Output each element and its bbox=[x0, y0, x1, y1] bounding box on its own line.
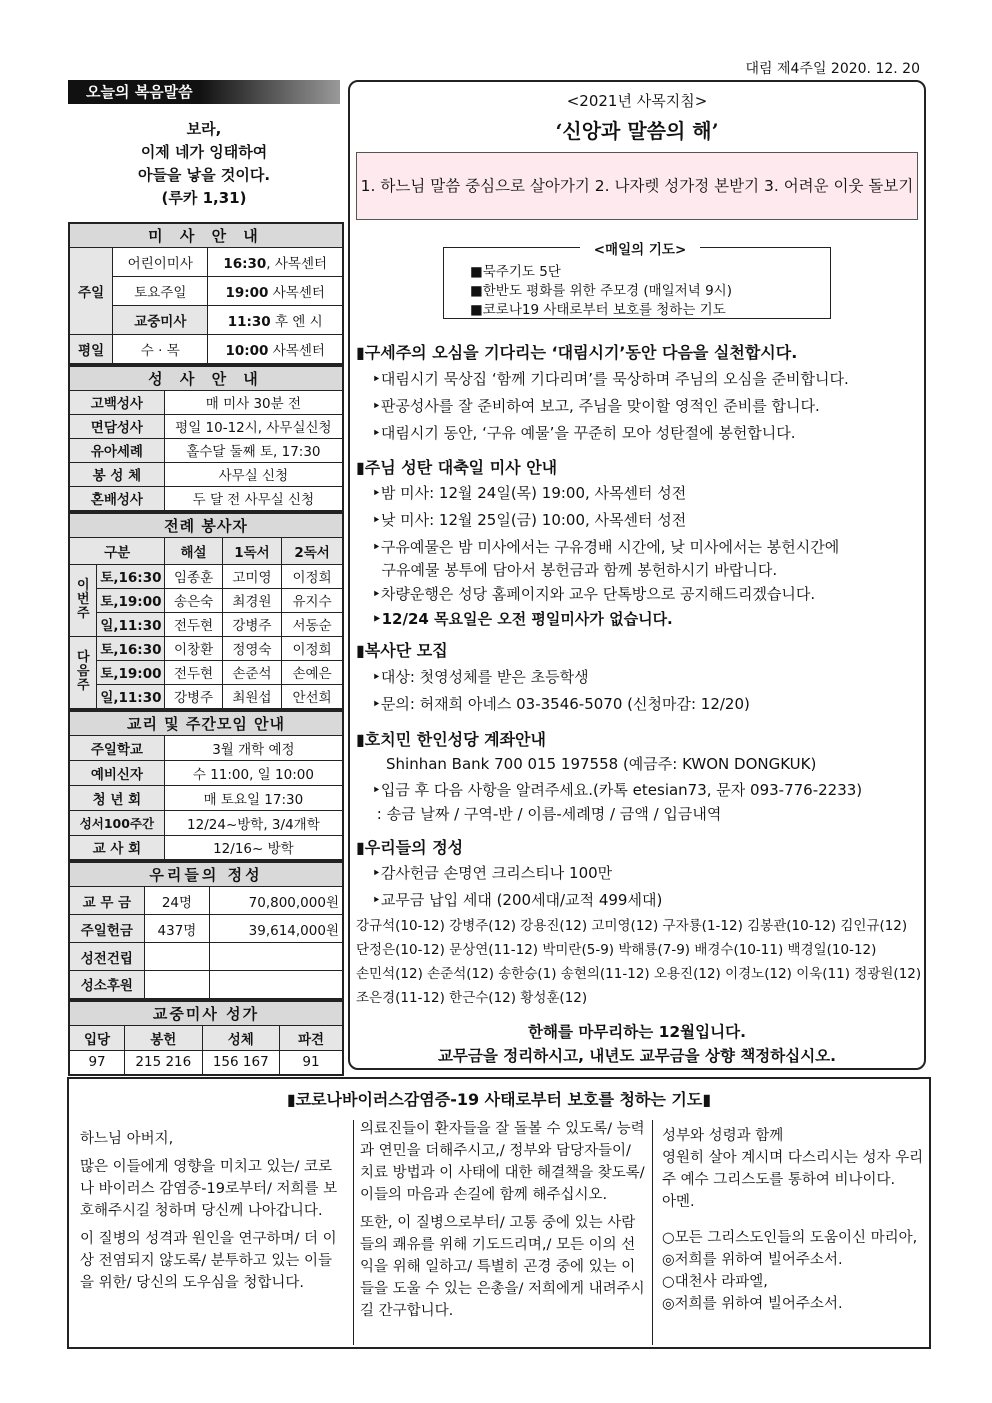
servers-cell: 최경원 bbox=[222, 588, 281, 612]
gospel-title-fade bbox=[200, 80, 340, 104]
offering-amount: 70,800,000원 bbox=[210, 887, 343, 915]
devotion-line: ‣교무금 납입 세대 (200세대/교적 499세대) bbox=[372, 891, 663, 909]
christmas-title: ▮주님 성탄 대축일 미사 안내 bbox=[356, 458, 558, 477]
christmas-line: ‣12/24 목요일은 오전 평일미사가 없습니다. bbox=[372, 610, 673, 628]
doctrine-value: 12/24~방학, 3/4개학 bbox=[164, 810, 343, 835]
closing-line: 한해를 마무리하는 12월입니다. bbox=[528, 1023, 746, 1041]
servers-cell: 유지수 bbox=[282, 588, 343, 612]
prayer-paragraph: 성부와 성령과 함께 bbox=[662, 1128, 784, 1144]
hymn-number: 156 167 bbox=[202, 1050, 279, 1075]
prayer-paragraph: ○대천사 라파엘, bbox=[662, 1274, 768, 1290]
christmas-line: ‣차량운행은 성당 홈페이지와 교우 단톡방으로 공지해드리겠습니다. bbox=[372, 585, 816, 603]
servers-cell: 전두현 bbox=[165, 660, 222, 684]
advent-line: ‣대림시기 동안, ‘구유 예물’을 꾸준히 모아 성탄절에 봉헌합니다. bbox=[372, 424, 796, 442]
servers-time: 토,19:00 bbox=[97, 660, 165, 684]
servers-cell: 송은숙 bbox=[165, 588, 222, 612]
christmas-line: ‣낮 미사: 12월 25일(금) 10:00, 사목센터 성전 bbox=[372, 511, 687, 529]
daily-prayer-item: ■묵주기도 5단 bbox=[470, 264, 561, 280]
sacrament-value: 평일 10-12시, 사무실신청 bbox=[164, 414, 343, 438]
servers-time: 일,11:30 bbox=[97, 684, 165, 709]
pastoral-goals: 1. 하느님 말씀 중심으로 살아가기 2. 나자렛 성가정 본받기 3. 어려운 이웃 돌보기 bbox=[356, 152, 918, 220]
pastoral-theme: ‘신앙과 말씀의 해’ bbox=[555, 119, 719, 143]
servers-cell: 안선희 bbox=[282, 684, 343, 709]
offering-label: 성소후원 bbox=[69, 971, 144, 999]
doctrine-label: 주일학교 bbox=[69, 735, 164, 760]
offering-count: 437명 bbox=[144, 915, 209, 943]
mass-time-place: 16:30, 사목센터 bbox=[208, 248, 343, 277]
servers-time: 토,16:30 bbox=[97, 636, 165, 660]
prayer-paragraph: 아멘. bbox=[662, 1194, 695, 1210]
doctrine-value: 수 11:00, 일 10:00 bbox=[164, 760, 343, 785]
servers-cell: 손준석 bbox=[222, 660, 281, 684]
mass-table bbox=[68, 222, 344, 365]
mass-name: 수 · 목 bbox=[113, 335, 208, 364]
advent-line: ‣판공성사를 잘 준비하여 보고, 주님을 맞이할 영적인 준비를 합니다. bbox=[372, 397, 820, 415]
doctrine-label: 성서100주간 bbox=[69, 810, 164, 835]
altar-server-line: ‣대상: 첫영성체를 받은 초등학생 bbox=[372, 668, 589, 686]
prayer-paragraph: ◎저희를 위하여 빌어주소서. bbox=[662, 1296, 843, 1312]
mass-name: 교중미사 bbox=[113, 306, 208, 335]
sacrament-value: 사무실 신청 bbox=[164, 462, 343, 486]
servers-header: 1독서 bbox=[222, 537, 281, 564]
prayer-column-3 bbox=[662, 1125, 924, 1315]
sacrament-value: 매 미사 30분 전 bbox=[164, 390, 343, 414]
sacrament-table bbox=[68, 365, 344, 512]
offering-count bbox=[144, 971, 209, 999]
doctrine-label: 청 년 회 bbox=[69, 785, 164, 810]
hymn-title: 교중미사 성가 bbox=[69, 1001, 343, 1026]
offering-amount bbox=[210, 971, 343, 999]
mass-title: 미 사 안 내 bbox=[69, 223, 343, 248]
offering-label: 교 무 금 bbox=[69, 887, 144, 915]
hymn-header: 입당 bbox=[69, 1025, 125, 1050]
devotion-names: 손민석(12) 손준석(12) 송한승(1) 송현의(11-12) 오용진(12) 이경노(12) 이욱(11) 정광원(12) bbox=[356, 966, 922, 982]
offering-amount: 39,614,000원 bbox=[210, 915, 343, 943]
offering-title: 우리들의 정성 bbox=[69, 862, 343, 887]
prayer-paragraph: ○모든 그리스도인들의 도움이신 마리아, bbox=[662, 1230, 918, 1246]
doctrine-title: 교리 및 주간모임 안내 bbox=[69, 711, 343, 736]
offering-label: 주일헌금 bbox=[69, 915, 144, 943]
mass-name: 어린이미사 bbox=[113, 248, 208, 277]
servers-time: 토,19:00 bbox=[97, 588, 165, 612]
prayer-column-2 bbox=[360, 1118, 645, 1328]
daily-prayer-item: ■코로나19 사태로부터 보호를 청하는 기도 bbox=[470, 302, 726, 318]
mass-time-place: 19:00 사목센터 bbox=[208, 277, 343, 306]
servers-cell: 강병주 bbox=[222, 612, 281, 636]
prayer-paragraph: ◎저희를 위하여 빌어주소서. bbox=[662, 1252, 843, 1268]
servers-cell: 손예은 bbox=[282, 660, 343, 684]
servers-cell: 최원섭 bbox=[222, 684, 281, 709]
closing-line: 교무금을 정리하시고, 내년도 교무금을 상향 책정하십시오. bbox=[437, 1047, 837, 1065]
hymn-header: 파견 bbox=[279, 1025, 343, 1050]
account-bank: Shinhan Bank 700 015 197558 (예금주: KWON DONGKUK) bbox=[386, 755, 817, 773]
servers-group-next-week: 다음주 bbox=[69, 636, 97, 709]
servers-cell: 정영숙 bbox=[222, 636, 281, 660]
advent-title: ▮구세주의 오심을 기다리는 ‘대림시기’동안 다음을 실천합시다. bbox=[356, 343, 798, 362]
doctrine-table bbox=[68, 710, 344, 862]
sacrament-label: 유아세례 bbox=[69, 438, 164, 462]
gospel-line: 보라, bbox=[186, 120, 222, 138]
gospel-title: 오늘의 복음말씀 bbox=[68, 80, 340, 104]
gospel-line: (루카 1,31) bbox=[161, 189, 247, 207]
prayer-paragraph: 많은 이들에게 영향을 미치고 있는/ 코로나 바이러스 감염증-19로부터/ 저희를 보호해주시길 청하며 당신께 나아갑니다. bbox=[80, 1159, 338, 1219]
servers-cell: 임종훈 bbox=[165, 564, 222, 588]
info-tables bbox=[68, 222, 344, 1076]
servers-cell: 이정희 bbox=[282, 636, 343, 660]
gospel-text bbox=[68, 118, 340, 210]
offering-count: 24명 bbox=[144, 887, 209, 915]
prayer-paragraph: 영원히 살아 계시며 다스리시는 성자 우리 주 예수 그리스도를 통하여 비나이다. bbox=[662, 1150, 924, 1188]
account-title: ▮호치민 한인성당 계좌안내 bbox=[356, 730, 546, 749]
gospel-line: 아들을 낳을 것이다. bbox=[137, 166, 271, 184]
hymn-table bbox=[68, 1000, 344, 1076]
offering-amount bbox=[210, 943, 343, 971]
mass-time-place: 11:30 후 엔 시 bbox=[208, 306, 343, 335]
servers-cell: 전두현 bbox=[165, 612, 222, 636]
column-divider bbox=[353, 1120, 354, 1345]
servers-time: 토,16:30 bbox=[97, 564, 165, 588]
sacrament-label: 봉 성 체 bbox=[69, 462, 164, 486]
account-line: ‣입금 후 다음 사항을 알려주세요.(카톡 etesian73, 문자 093-776-2233) bbox=[372, 781, 863, 799]
mass-name: 토요주일 bbox=[113, 277, 208, 306]
sacrament-value: 홀수달 둘째 토, 17:30 bbox=[164, 438, 343, 462]
hymn-number: 215 216 bbox=[125, 1050, 202, 1075]
advent-line: ‣대림시기 묵상집 ‘함께 기다리며’를 묵상하며 주님의 오심을 준비합니다. bbox=[372, 370, 849, 388]
servers-cell: 이창환 bbox=[165, 636, 222, 660]
bulletin-date: 대림 제4주일 2020. 12. 20 bbox=[745, 61, 920, 77]
servers-cell: 고미영 bbox=[222, 564, 281, 588]
sacrament-title: 성 사 안 내 bbox=[69, 366, 343, 391]
servers-cell: 이정희 bbox=[282, 564, 343, 588]
prayer-title: ▮코로나바이러스감염증-19 사태로부터 보호를 청하는 기도▮ bbox=[286, 1090, 712, 1109]
doctrine-value: 3월 개학 예정 bbox=[164, 735, 343, 760]
servers-cell: 서동순 bbox=[282, 612, 343, 636]
servers-header: 2독서 bbox=[282, 537, 343, 564]
christmas-line: ‣밤 미사: 12월 24일(목) 19:00, 사목센터 성전 bbox=[372, 484, 687, 502]
mass-group-weekday: 평일 bbox=[69, 335, 113, 364]
devotion-names: 강규석(10-12) 강병주(12) 강용진(12) 고미영(12) 구자룡(1-12) 김봉관(10-12) 김인규(12) bbox=[356, 918, 908, 934]
servers-table bbox=[68, 512, 344, 710]
prayer-paragraph: 의료진들이 환자들을 잘 돌볼 수 있도록/ 능력과 연민을 더해주시고,/ 정부와 담당자들이/ 치료 방법과 이 사태에 대한 해결책을 찾도록/ 이들의 마음과 손길에 함께 해주십시오. bbox=[360, 1121, 645, 1203]
doctrine-label: 예비신자 bbox=[69, 760, 164, 785]
offering-count bbox=[144, 943, 209, 971]
daily-prayer-item: ■한반도 평화를 위한 주모경 (매일저녁 9시) bbox=[470, 283, 732, 299]
devotion-names: 단정은(10-12) 문상연(11-12) 박미란(5-9) 박해룡(7-9) 배경수(10-11) 백경일(10-12) bbox=[356, 942, 877, 958]
christmas-line: 구유예물 봉투에 담아서 봉헌금과 함께 봉헌하시기 바랍니다. bbox=[372, 561, 778, 579]
christmas-line: ‣구유예물은 밤 미사에서는 구유경배 시간에, 낮 미사에서는 봉헌시간에 bbox=[372, 538, 840, 556]
devotion-line: ‣감사헌금 손명연 크리스티나 100만 bbox=[372, 864, 613, 882]
doctrine-value: 매 토요일 17:30 bbox=[164, 785, 343, 810]
prayer-paragraph: 또한, 이 질병으로부터/ 고통 중에 있는 사람들의 쾌유를 위해 기도드리며,/ 모든 이의 선익을 위해 일하고/ 특별히 곤경 중에 있는 이들을 도울 수 있는 은총을/ 저희에게 내려주시길 간구합니다. bbox=[360, 1215, 645, 1319]
sacrament-label: 면담성사 bbox=[69, 414, 164, 438]
offering-label: 성전건립 bbox=[69, 943, 144, 971]
hymn-header: 봉헌 bbox=[125, 1025, 202, 1050]
hymn-number: 97 bbox=[69, 1050, 125, 1075]
prayer-paragraph: 이 질병의 성격과 원인을 연구하며/ 더 이상 전염되지 않도록/ 분투하고 있는 이들을 위한/ 당신의 도우심을 청합니다. bbox=[80, 1231, 337, 1291]
servers-header: 구분 bbox=[69, 537, 165, 564]
prayer-paragraph: 하느님 아버지, bbox=[80, 1131, 174, 1147]
sacrament-label: 혼배성사 bbox=[69, 486, 164, 511]
sacrament-value: 두 달 전 사무실 신청 bbox=[164, 486, 343, 511]
hymn-header: 성체 bbox=[202, 1025, 279, 1050]
altar-server-line: ‣문의: 허재희 아네스 03-3546-5070 (신청마감: 12/20) bbox=[372, 695, 750, 713]
doctrine-label: 교 사 회 bbox=[69, 835, 164, 860]
devotion-title: ▮우리들의 정성 bbox=[356, 838, 464, 857]
servers-time: 일,11:30 bbox=[97, 612, 165, 636]
mass-time-place: 10:00 사목센터 bbox=[208, 335, 343, 364]
sacrament-label: 고백성사 bbox=[69, 390, 164, 414]
servers-group-this-week: 이번주 bbox=[69, 564, 97, 636]
doctrine-value: 12/16~ 방학 bbox=[164, 835, 343, 860]
mass-group-sunday: 주일 bbox=[69, 248, 113, 335]
servers-header: 해설 bbox=[165, 537, 222, 564]
daily-prayer-title: <매일의 기도> bbox=[580, 238, 700, 258]
account-line: : 송금 날짜 / 구역-반 / 이름-세례명 / 금액 / 입금내역 bbox=[372, 805, 722, 823]
hymn-number: 91 bbox=[279, 1050, 343, 1075]
gospel-line: 이제 네가 잉태하여 bbox=[140, 143, 268, 161]
servers-cell: 강병주 bbox=[165, 684, 222, 709]
servers-title: 전례 봉사자 bbox=[69, 513, 343, 538]
devotion-names: 조은경(11-12) 한근수(12) 황성훈(12) bbox=[356, 990, 588, 1006]
altar-server-title: ▮복사단 모집 bbox=[356, 641, 448, 660]
offering-table bbox=[68, 861, 344, 1000]
pastoral-year: <2021년 사목지침> bbox=[566, 92, 708, 110]
prayer-column-1 bbox=[80, 1128, 346, 1300]
column-divider bbox=[652, 1120, 653, 1345]
